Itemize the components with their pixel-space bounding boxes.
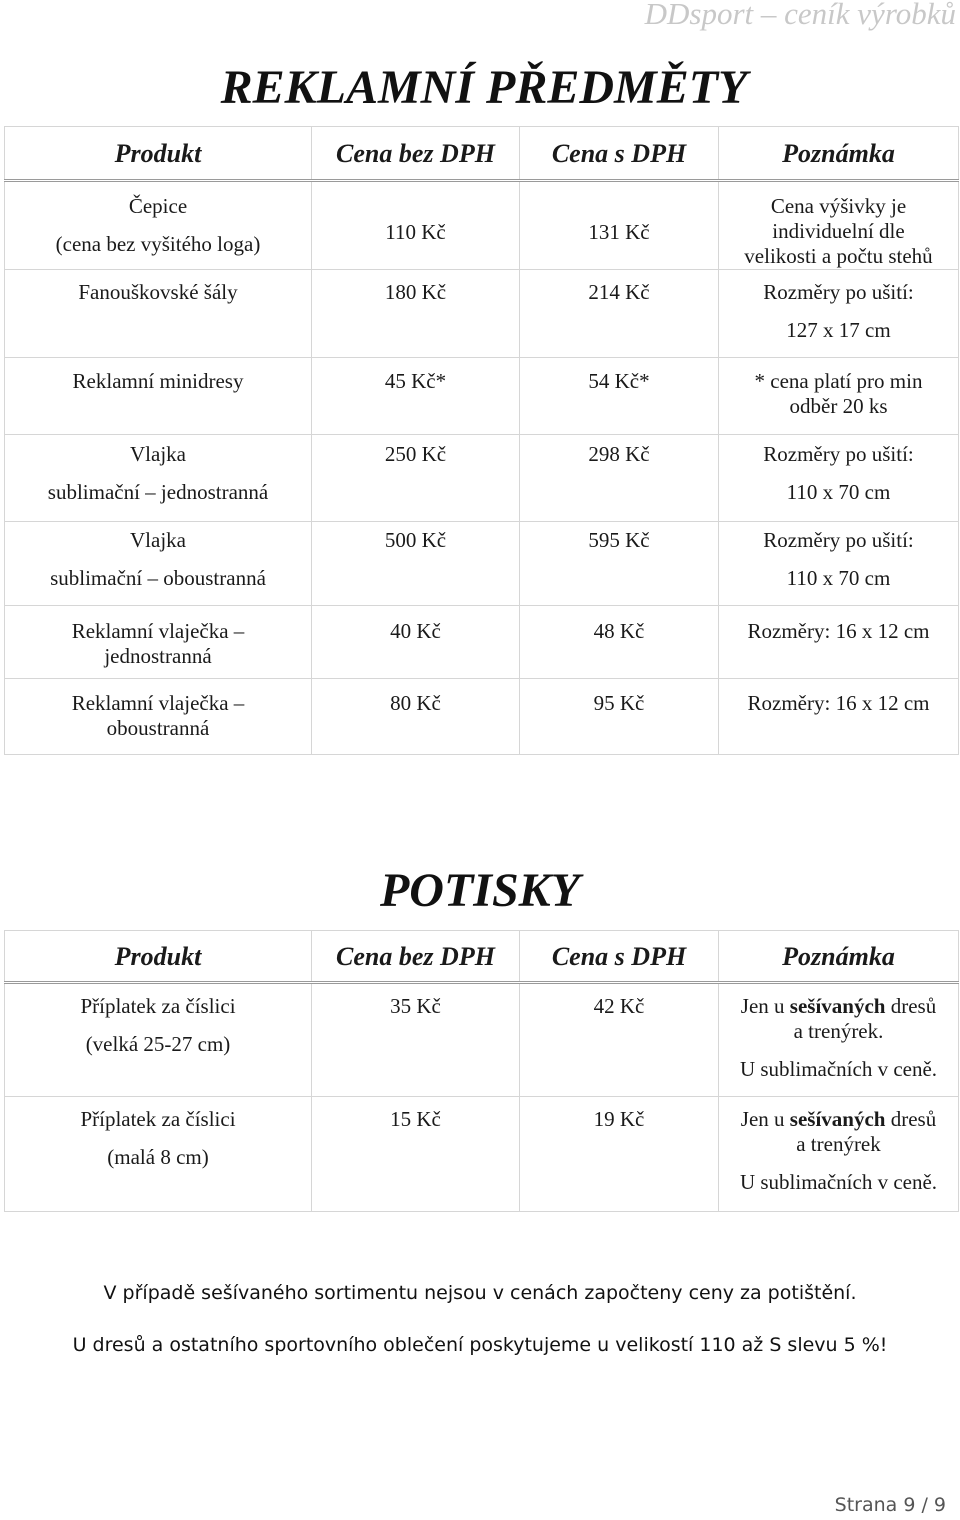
note-cell <box>719 181 959 270</box>
product-cell <box>5 181 312 270</box>
product-cell: Reklamní minidresy <box>5 358 312 435</box>
note-line <box>741 994 936 1019</box>
product-detail: sublimační – oboustranná <box>50 566 266 590</box>
note-cell: Rozměry: 16 x 12 cm <box>719 606 959 679</box>
product-name: Vlajka <box>130 528 186 552</box>
price-net-cell: 40 Kč <box>312 606 520 679</box>
table-header-row <box>5 931 959 983</box>
note-line <box>741 1107 936 1132</box>
note-emphasis: sešívaných <box>789 994 886 1018</box>
product-detail: (malá 8 cm) <box>107 1145 209 1169</box>
price-net-cell: 80 Kč <box>312 679 520 755</box>
table-row <box>5 270 959 358</box>
product-name: Reklamní vlaječka – <box>71 619 245 643</box>
note-line: Rozměry po ušití: <box>763 280 914 304</box>
note-line: Rozměry po ušití: <box>763 528 914 552</box>
product-detail: oboustranná <box>106 716 210 740</box>
product-detail: jednostranná <box>104 644 212 668</box>
price-net-cell: 15 Kč <box>312 1097 520 1212</box>
column-header-product: Produkt <box>5 931 312 983</box>
section-title-potisky: POTISKY <box>379 864 580 917</box>
product-name: Příplatek za číslici <box>80 994 236 1018</box>
note-text: Jen u <box>740 1107 790 1131</box>
note-line: Cena výšivky je <box>770 194 907 218</box>
table-row <box>5 358 959 435</box>
price-gross-cell: 48 Kč <box>520 606 719 679</box>
price-gross-cell: 298 Kč <box>520 435 719 522</box>
price-net-cell: 45 Kč* <box>312 358 520 435</box>
note-text: dresů <box>885 1107 937 1131</box>
product-detail: (velká 25-27 cm) <box>85 1032 231 1056</box>
note-cell <box>719 270 959 358</box>
note-line: velikosti a počtu stehů <box>744 244 933 268</box>
price-net-cell: 35 Kč <box>312 983 520 1097</box>
note-line: * cena platí pro min <box>754 369 923 393</box>
product-cell <box>5 983 312 1097</box>
column-header-price-net: Cena bez DPH <box>312 931 520 983</box>
note-text: dresů <box>885 994 937 1018</box>
document-header: DDsport – ceník výrobků <box>644 0 956 31</box>
price-gross-cell: 95 Kč <box>520 679 719 755</box>
column-header-product: Produkt <box>5 127 312 181</box>
product-cell <box>5 606 312 679</box>
product-name: Příplatek za číslici <box>80 1107 236 1131</box>
price-gross-cell: 19 Kč <box>520 1097 719 1212</box>
note-cell <box>719 983 959 1097</box>
section-title-reklamni-predmety: REKLAMNÍ PŘEDMĚTY <box>220 61 748 114</box>
price-gross-cell: 131 Kč <box>520 181 719 270</box>
table-header-row <box>5 127 959 181</box>
product-name: Reklamní vlaječka – <box>71 691 245 715</box>
note-line: U sublimačních v ceně. <box>739 1170 938 1194</box>
product-detail: sublimační – jednostranná <box>47 480 269 504</box>
note-line: 127 x 17 cm <box>786 318 891 342</box>
price-net-cell: 500 Kč <box>312 522 520 606</box>
table-row <box>5 983 959 1097</box>
footnote-discount: U dresů a ostatního sportovního oblečení poskytujeme u velikostí 110 až S slevu 5 %! <box>72 1334 888 1356</box>
price-gross-cell: 42 Kč <box>520 983 719 1097</box>
note-line: U sublimačních v ceně. <box>739 1057 938 1081</box>
note-line: a trenýrek. <box>793 1019 884 1043</box>
note-text: Jen u <box>740 994 790 1018</box>
table-row <box>5 606 959 679</box>
note-line: individuelní dle <box>772 219 905 243</box>
note-cell <box>719 358 959 435</box>
table-row <box>5 181 959 270</box>
note-line: 110 x 70 cm <box>786 480 891 504</box>
table-row <box>5 1097 959 1212</box>
product-cell <box>5 522 312 606</box>
table-row <box>5 679 959 755</box>
product-name: Vlajka <box>130 442 186 466</box>
product-cell <box>5 679 312 755</box>
column-header-note: Poznámka <box>719 931 959 983</box>
column-header-price-gross: Cena s DPH <box>520 127 719 181</box>
footnote-printing: V případě sešívaného sortimentu nejsou v cenách započteny ceny za potištění. <box>103 1282 857 1304</box>
price-net-cell: 180 Kč <box>312 270 520 358</box>
column-header-note: Poznámka <box>719 127 959 181</box>
note-line: odběr 20 ks <box>789 394 888 418</box>
note-cell <box>719 522 959 606</box>
table-row <box>5 435 959 522</box>
page-number: Strana 9 / 9 <box>834 1494 946 1516</box>
printing-table <box>4 930 959 1212</box>
note-line: a trenýrek <box>796 1132 881 1156</box>
promo-items-table <box>4 126 959 755</box>
note-line: 110 x 70 cm <box>786 566 891 590</box>
price-net-cell: 110 Kč <box>312 181 520 270</box>
price-gross-cell: 54 Kč* <box>520 358 719 435</box>
note-cell: Rozměry: 16 x 12 cm <box>719 679 959 755</box>
column-header-price-net: Cena bez DPH <box>312 127 520 181</box>
column-header-price-gross: Cena s DPH <box>520 931 719 983</box>
note-emphasis: sešívaných <box>789 1107 886 1131</box>
note-line: Rozměry po ušití: <box>763 442 914 466</box>
product-name: Čepice <box>128 194 188 218</box>
price-net-cell: 250 Kč <box>312 435 520 522</box>
price-gross-cell: 214 Kč <box>520 270 719 358</box>
price-gross-cell: 595 Kč <box>520 522 719 606</box>
table-row <box>5 522 959 606</box>
product-cell <box>5 1097 312 1212</box>
note-cell <box>719 1097 959 1212</box>
product-detail: (cena bez vyšitého loga) <box>55 232 261 256</box>
product-cell: Fanouškovské šály <box>5 270 312 358</box>
product-cell <box>5 435 312 522</box>
note-cell <box>719 435 959 522</box>
